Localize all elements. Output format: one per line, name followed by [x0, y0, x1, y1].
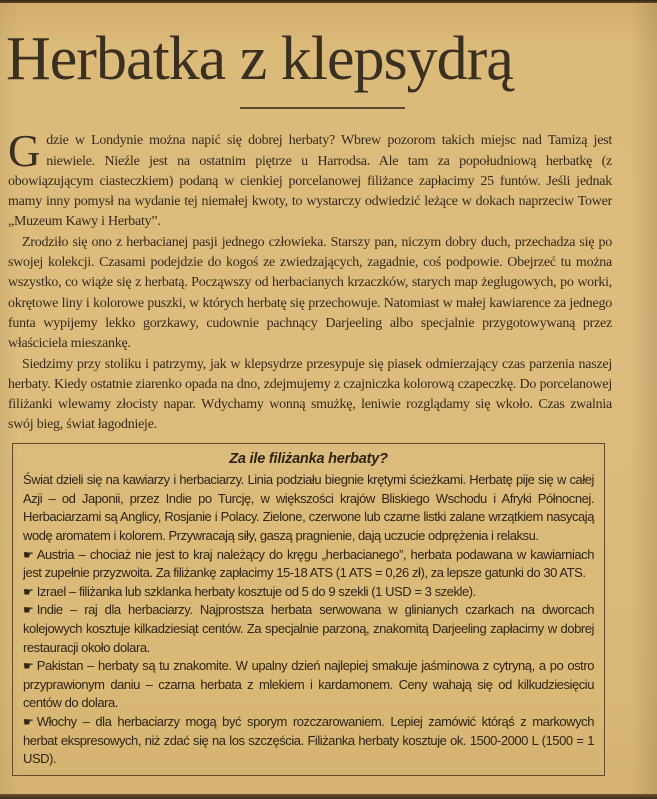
- article-title: Herbatka z klepsydrą: [6, 25, 513, 93]
- pointing-hand-icon: ☛: [23, 659, 34, 674]
- infobox-item-wlochy: [23, 713, 594, 769]
- infobox-item-text: Austria – chociaż nie jest to kraj należący do kręgu „herbacianego”, herbata podawana w kawiarniach jest zupełnie przyzwoita. Za filiżankę zapłacimy 15-18 ATS (1 ATS = 0,26 zł), za lepsze gatunki do 30 ATS.: [23, 546, 594, 581]
- article-paragraph: Zrodziło się ono z herbacianej pasji jednego człowieka. Starszy pan, niczym dobry duch, przechadza się po swojej kolekcji. Czasami podejdzie do kogoś ze zwiedzających, zagadnie, coś podpowie. Obejrzeć tu można wszystko, co wiąże się z herbatą. Począwszy od herbacianych krzaczków, starych map żeglugowych, po worki, okrętowe liny i kolorowe puszki, w których herbatę się przechowuje. Natomiast w małej kawiarence za jednego funta wypijemy lekko gorzkawy, cudownie pachnący Darjeeling albo specjalnie przygotowywaną przez właściciela mieszankę.: [8, 234, 612, 352]
- pointing-hand-icon: ☛: [23, 584, 34, 599]
- infobox-item-text: Izrael – filiżanka lub szklanka herbaty kosztuje od 5 do 9 szekli (1 USD = 3 szekle).: [36, 583, 476, 599]
- infobox-item-indie: [23, 601, 594, 657]
- pointing-hand-icon: ☛: [23, 603, 34, 618]
- scan-bottom-edge: [0, 794, 657, 799]
- infobox-item-austria: [23, 546, 594, 583]
- pointing-hand-icon: ☛: [23, 715, 34, 729]
- article-paragraph: [8, 126, 612, 232]
- infobox-item-izrael: [23, 583, 594, 602]
- infobox-item-pakistan: [23, 657, 594, 713]
- infobox-item-text: Indie – raj dla herbaciarzy. Najprostsza herbata serwowana w glinianych czarkach na dworcach kolejowych kosztuje kilkadziesiąt centów. Za specjalnie parzoną, znakomitą Darjeeling zapłacimy w dobrej restauracji około dolara.: [23, 602, 594, 655]
- infobox-intro: Świat dzieli się na kawiarzy i herbaciarzy. Linia podziału biegnie krętymi ścieżkami. Herbatę pije się w całej Azji – od Japonii, przez Indie po Turcję, w większości krajów Bliskiego Wschodu i Afryki Północnej. Herbaciarzami są Anglicy, Rosjanie i Polacy. Zielone, czerwone lub czarne listki zalane wrzątkiem nasycają wodę aromatem i kolorem. Przywracają siły, gaszą pragnienie, dają uczucie odprężenia i relaksu.: [23, 472, 594, 544]
- pointing-hand-icon: ☛: [23, 547, 34, 562]
- infobox-item-text: Pakistan – herbaty są tu znakomite. W upalny dzień najlepiej smakuje jaśminowa z cytryną, a po ostro przyprawionym daniu – czarna herbata z mlekiem i kardamonem. Ceny wahają się od kilkudziesięciu centów do dolara.: [23, 658, 594, 711]
- scan-top-edge: [0, 0, 657, 3]
- article-paragraph: Siedzimy przy stoliku i patrzymy, jak w klepsydrze przesypuje się piasek odmierzający czas parzenia naszej herbaty. Kiedy ostatnie ziarenko opada na dno, zdejmujemy z czajniczka kolorową czapeczkę. Do porcelanowej filiżanki wlewamy złocisty napar. Wdychamy wonną smużkę, leniwie rozglądamy się wkoło. Czas zwalnia swój bieg, świat łagodnieje.: [8, 356, 612, 433]
- infobox-heading: Za ile filiżanka herbaty?: [229, 450, 388, 467]
- infobox: [12, 443, 605, 776]
- drop-cap: G: [8, 126, 41, 177]
- infobox-item-text: Włochy – dla herbaciarzy mogą być sporym rozczarowaniem. Lepiej zamówić którąś z markowych herbat ekspresowych, niż zdać się na los szczęścia. Filiżanka herbaty kosztuje ok. 1500-2000 L (1500 = 1 USD).: [23, 714, 594, 767]
- title-rule: [240, 107, 405, 109]
- article-body: [8, 126, 612, 435]
- paragraph-text: dzie w Londynie można napić się dobrej herbaty? Wbrew pozorom takich miejsc nad Tamizą jest niewiele. Nieźle jest na ostatnim piętrze u Harrodsa. Ale tam za popołudniową herbatkę (z obowiązującym ciasteczkiem) podaną w cienkiej porcelanowej filiżance zapłacimy 25 funtów. Jeśli jednak mamy inny pomysł na wydanie tej niemałej kwoty, to wystarczy odwiedzić leżące w dokach naprzeciw Tower „Muzeum Kawy i Herbaty”.: [8, 133, 612, 230]
